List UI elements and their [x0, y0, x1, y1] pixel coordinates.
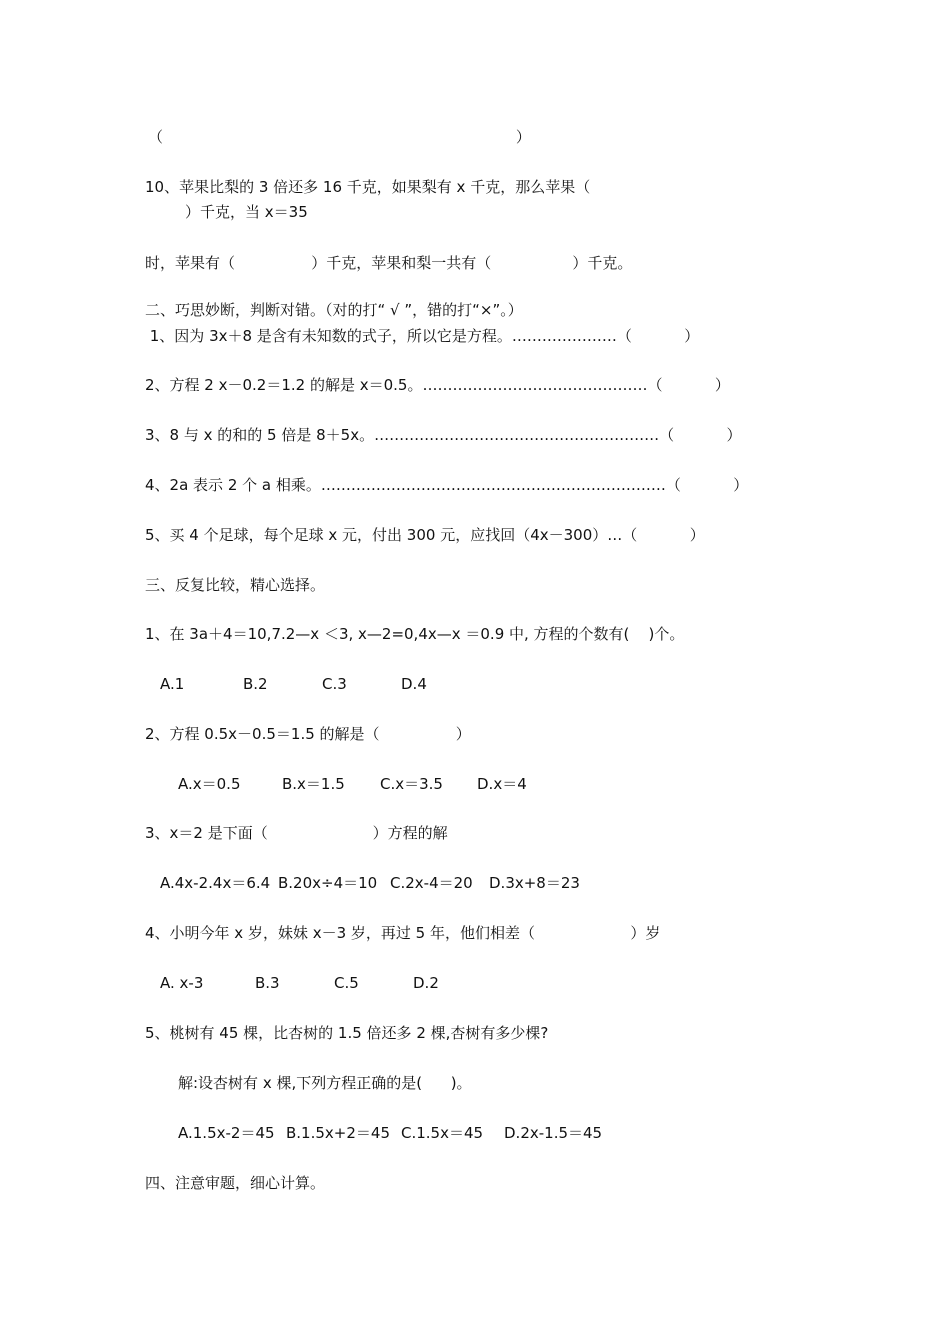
choice-1-options: [0, 674, 950, 694]
option-c: C.5: [334, 974, 359, 992]
true-false-5: 5、买 4 个足球，每个足球 x 元，付出 300 元，应找回（4x－300）…（ ）: [145, 526, 705, 544]
true-false-3: 3、8 与 x 的和的 5 倍是 8＋5x。…………………………………………………（ ）: [145, 426, 742, 444]
choice-question-4: 4、小明今年 x 岁，妹妹 x－3 岁，再过 5 年，他们相差（ ）岁: [145, 924, 661, 942]
answer-blank-parens: （ ）: [148, 128, 531, 146]
option-d: D.2x-1.5＝45: [504, 1124, 603, 1142]
option-a: A.4x-2.4x＝6.4: [160, 874, 271, 892]
choice-3-options: [0, 873, 950, 893]
option-a: A.x＝0.5: [178, 775, 241, 793]
option-d: D.3x+8＝23: [489, 874, 580, 892]
option-d: D.2: [413, 974, 439, 992]
choice-question-5-subtext: 解:设杏树有 x 棵,下列方程正确的是( )。: [178, 1074, 472, 1092]
option-b: B.3: [255, 974, 280, 992]
choice-5-options: [0, 1123, 950, 1143]
option-b: B.2: [243, 675, 268, 693]
choice-2-options: [0, 774, 950, 794]
option-a: A.1: [160, 675, 185, 693]
section-3-title: 三、反复比较，精心选择。: [145, 576, 326, 594]
question-10-line-1: 10、苹果比梨的 3 倍还多 16 千克，如果梨有 x 千克，那么苹果（: [145, 178, 591, 196]
option-d: D.4: [401, 675, 427, 693]
question-10-line-3: 时，苹果有（ ）千克，苹果和梨一共有（ ）千克。: [145, 254, 633, 272]
true-false-2: 2、方程 2 x－0.2＝1.2 的解是 x＝0.5。………………………………………（ ）: [145, 376, 730, 394]
section-2-title: 二、巧思妙断，判断对错。（对的打“ √ ”，错的打“×”。）: [145, 301, 523, 319]
option-c: C.x＝3.5: [380, 775, 443, 793]
choice-question-2: 2、方程 0.5x－0.5＝1.5 的解是（ ）: [145, 725, 471, 743]
question-10-line-2: ）千克，当 x＝35: [185, 203, 308, 221]
option-a: A. x-3: [160, 974, 204, 992]
choice-question-1: 1、在 3a＋4＝10,7.2—x ＜3, x—2=0,4x—x ＝0.9 中, 方程的个数有( )个。: [145, 625, 685, 643]
choice-question-5: 5、桃树有 45 棵，比杏树的 1.5 倍还多 2 棵,杏树有多少棵?: [145, 1024, 549, 1042]
option-b: B.x＝1.5: [282, 775, 345, 793]
true-false-4: 4、2a 表示 2 个 a 相乘。……………………………………………………………（ ）: [145, 476, 749, 494]
option-c: C.3: [322, 675, 347, 693]
section-4-title: 四、注意审题，细心计算。: [145, 1174, 326, 1192]
choice-question-3: 3、x＝2 是下面（ ）方程的解: [145, 824, 448, 842]
option-d: D.x＝4: [477, 775, 527, 793]
option-b: B.1.5x+2＝45: [286, 1124, 390, 1142]
option-a: A.1.5x-2＝45: [178, 1124, 275, 1142]
option-c: C.1.5x＝45: [401, 1124, 484, 1142]
option-b: B.20x÷4＝10: [278, 874, 378, 892]
choice-4-options: [0, 973, 950, 993]
option-c: C.2x-4＝20: [390, 874, 473, 892]
true-false-1: 1、因为 3x＋8 是含有未知数的式子，所以它是方程。…………………（ ）: [145, 327, 700, 345]
